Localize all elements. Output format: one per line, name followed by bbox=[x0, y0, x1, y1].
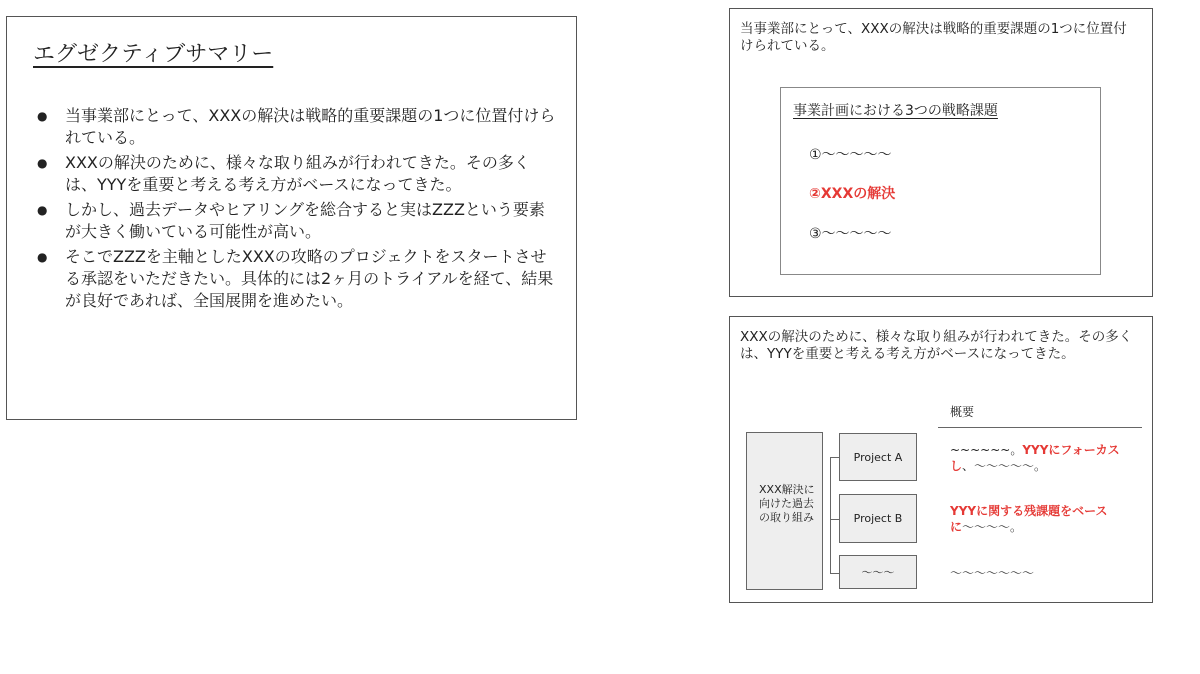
desc-highlight-text: YYYに関する残課題をベースに bbox=[950, 504, 1108, 534]
summary-bullet-list bbox=[37, 105, 557, 315]
strategic-issues-title: 事業計画における3つの戦略課題 bbox=[793, 103, 998, 119]
desc-plain-text: ~~~~~~。 bbox=[950, 443, 1023, 457]
project-b-description bbox=[950, 503, 1140, 535]
desc-tail-text: 、〜〜〜〜〜。 bbox=[962, 459, 1047, 473]
past-efforts-slide bbox=[729, 316, 1153, 603]
summary-bullet: ● しかし、過去データやヒアリングを総合すると実はZZZという要素が大きく働いている可能性が高い。 bbox=[37, 199, 557, 243]
summary-bullet: ● XXXの解決のために、様々な取り組みが行われてきた。その多くは、YYYを重要と考える考え方がベースになってきた。 bbox=[37, 152, 557, 196]
summary-title: エグゼクティブサマリー bbox=[33, 42, 274, 67]
root-effort-box: XXX解決に向けた過去の取り組み bbox=[746, 432, 823, 590]
summary-bullet: ● 当事業部にとって、XXXの解決は戦略的重要課題の1つに位置付けられている。 bbox=[37, 105, 557, 149]
project-other-description bbox=[950, 565, 1140, 581]
plan-lead-text: 当事業部にとって、XXXの解決は戦略的重要課題の1つに位置付けられている。 bbox=[740, 21, 1127, 54]
executive-summary-slide bbox=[6, 16, 577, 420]
summary-bullet: ● そこでZZZを主軸としたXXXの攻略のプロジェクトをスタートさせる承認をいただきたい。具体的には2ヶ月のトライアルを経て、結果が良好であれば、全国展開を進めたい。 bbox=[37, 246, 557, 312]
tree-connector bbox=[830, 457, 831, 574]
efforts-lead-text: XXXの解決のために、様々な取り組みが行われてきた。その多くは、YYYを重要と考える考え方がベースになってきた。 bbox=[740, 329, 1133, 362]
project-other-box: 〜〜〜 bbox=[839, 555, 917, 589]
overview-header: 概要 bbox=[950, 405, 975, 419]
strategic-issues-slide bbox=[729, 8, 1153, 297]
project-a-box: Project A bbox=[839, 433, 917, 481]
issue-item: ①〜〜〜〜〜 bbox=[809, 147, 892, 163]
tree-branch bbox=[830, 519, 839, 520]
desc-tail-text: 〜〜〜〜。 bbox=[962, 520, 1023, 534]
issue-item-highlight: ②XXXの解決 bbox=[809, 186, 896, 202]
tree-branch bbox=[830, 457, 839, 458]
overview-divider bbox=[938, 427, 1142, 428]
desc-highlight-text: YYYにフォーカスし bbox=[950, 443, 1120, 473]
desc-plain-text: 〜〜〜〜〜〜〜 bbox=[950, 566, 1035, 580]
project-b-box: Project B bbox=[839, 494, 917, 543]
strategic-issues-box bbox=[780, 87, 1101, 275]
issue-item: ③〜〜〜〜〜 bbox=[809, 226, 892, 242]
tree-branch bbox=[830, 573, 839, 574]
project-a-description bbox=[950, 442, 1140, 474]
